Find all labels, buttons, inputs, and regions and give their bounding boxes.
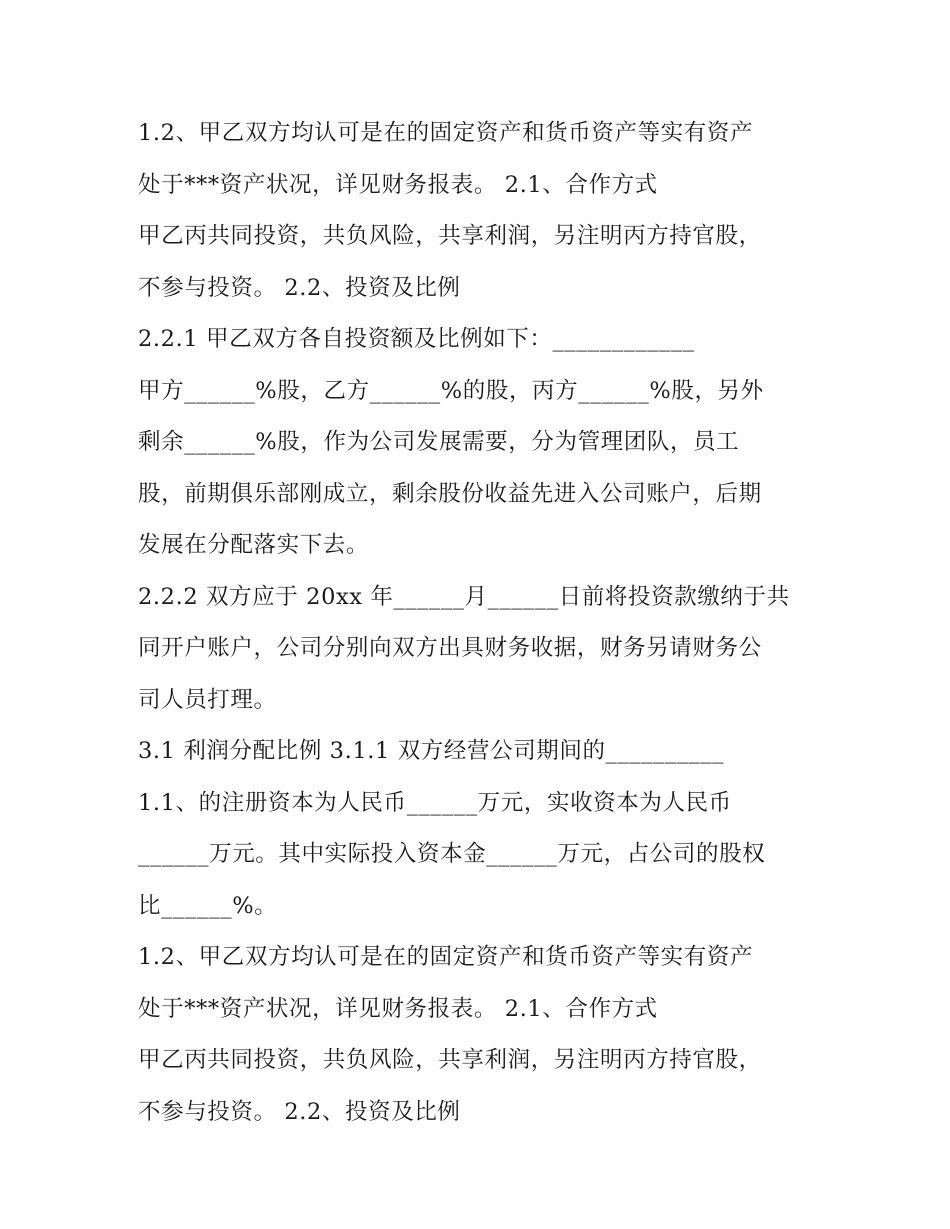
text-line: 1.2、甲乙双方均认可是在的固定资产和货币资产等实有资产	[138, 944, 754, 970]
text-line: 同开户账户，公司分别向双方出具财务收据，财务另请财务公	[138, 635, 762, 661]
text-line: ______万元。其中实际投入资本金______万元，占公司的股权	[138, 841, 766, 867]
text-line: 不参与投资。 2.2、投资及比例	[138, 274, 461, 301]
text-line: 比______%。	[138, 892, 278, 919]
text-line: 剩余______%股，作为公司发展需要，分为管理团队，员工	[138, 429, 740, 455]
text-line: 司人员打理。	[138, 686, 277, 713]
text-line: 甲乙丙共同投资，共负风险，共享利润，另注明丙方持官股，	[138, 1047, 762, 1073]
text-line: 2.2.2 双方应于 20xx 年______月______日前将投资款缴纳于共	[138, 583, 790, 610]
text-line: 甲方______%股，乙方______%的股，丙方______%股，另外	[138, 377, 764, 404]
text-line: 3.1 利润分配比例 3.1.1 双方经营公司期间的__________	[138, 738, 725, 764]
document-body	[138, 108, 838, 1138]
text-line: 处于***资产状况，详见财务报表。 2.1、合作方式	[138, 171, 658, 198]
text-line: 1.1、的注册资本为人民币______万元，实收资本为人民币	[138, 789, 732, 816]
text-line: 甲乙丙共同投资，共负风险，共享利润，另注明丙方持官股，	[138, 223, 762, 249]
text-line: 发展在分配落实下去。	[138, 532, 370, 558]
text-line: 股，前期俱乐部刚成立，剩余股份收益先进入公司账户，后期	[138, 480, 762, 507]
text-line: 不参与投资。 2.2、投资及比例	[138, 1098, 461, 1125]
text-line: 处于***资产状况，详见财务报表。 2.1、合作方式	[138, 995, 658, 1022]
text-line: 1.2、甲乙双方均认可是在的固定资产和货币资产等实有资产	[138, 120, 754, 146]
text-line: 2.2.1 甲乙双方各自投资额及比例如下：____________	[138, 326, 695, 352]
